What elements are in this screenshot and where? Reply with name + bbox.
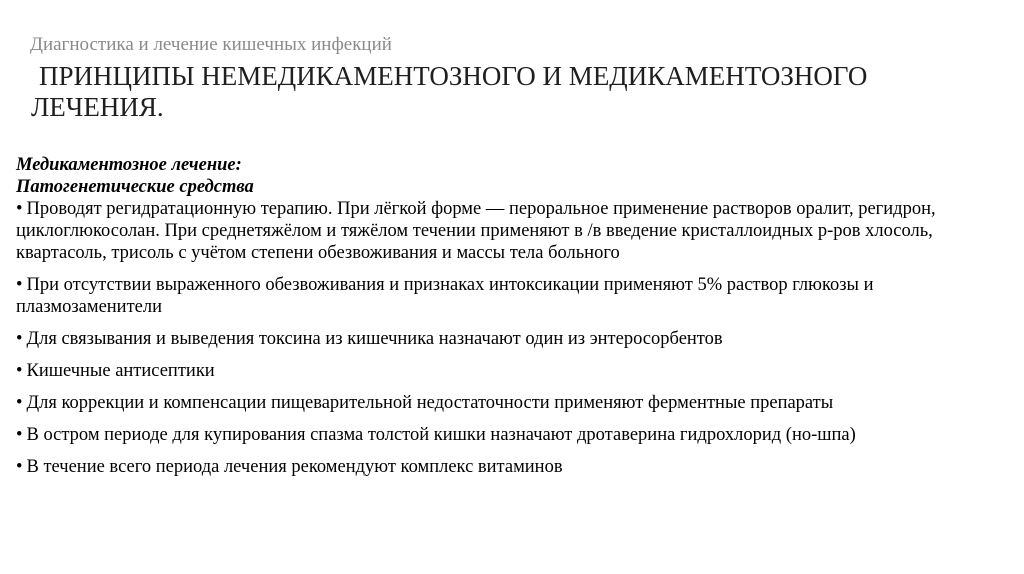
- list-item-text: Для коррекции и компенсации пищеварительной недостаточности применяют ферментные препараты: [26, 393, 834, 413]
- list-item: [16, 198, 1012, 264]
- bullet-dot: •: [16, 199, 23, 219]
- bullet-dot: •: [16, 329, 23, 349]
- bullet-dot: •: [16, 275, 23, 295]
- subsection-title: Патогенетические средства: [16, 177, 254, 197]
- list-item: [16, 424, 1012, 446]
- list-item: [16, 360, 1012, 382]
- list-item-text: В остром периоде для купирования спазма толстой кишки назначают дротаверина гидрохлорид (но-шпа): [26, 425, 856, 445]
- list-item-text: Для связывания и выведения токсина из кишечника назначают один из энтеросорбентов: [26, 329, 723, 349]
- bullet-dot: •: [16, 361, 23, 381]
- list-item-text: Проводят регидратационную терапию. При лёгкой форме — пероральное применение растворов оралит, регидрон, циклоглюкосолан. При среднетяжёлом и тяжёлом течении применяют в /в введение кристаллоидных р-ров хлосоль, квартасоль, трисоль с учётом степени обезвоживания и массы тела больного: [16, 199, 936, 263]
- list-item: [16, 274, 1012, 318]
- slide-body: [16, 154, 1012, 488]
- bullet-dot: •: [16, 393, 23, 413]
- bullet-list: [16, 198, 1012, 478]
- list-item: [16, 392, 1012, 414]
- list-item-text: При отсутствии выраженного обезвоживания и признаках интоксикации применяют 5% раствор глюкозы и плазмозаменители: [16, 275, 874, 317]
- list-item: [16, 456, 1012, 478]
- slide-title: ПРИНЦИПЫ НЕМЕДИКАМЕНТОЗНОГО И МЕДИКАМЕНТОЗНОГО ЛЕЧЕНИЯ.: [31, 61, 868, 122]
- bullet-dot: •: [16, 425, 23, 445]
- list-item: [16, 328, 1012, 350]
- slide-subtitle: Диагностика и лечение кишечных инфекций: [30, 34, 392, 55]
- section-title: Медикаментозное лечение:: [16, 155, 242, 175]
- list-item-text: В течение всего периода лечения рекомендуют комплекс витаминов: [26, 457, 563, 477]
- list-item-text: Кишечные антисептики: [26, 361, 215, 381]
- bullet-dot: •: [16, 457, 23, 477]
